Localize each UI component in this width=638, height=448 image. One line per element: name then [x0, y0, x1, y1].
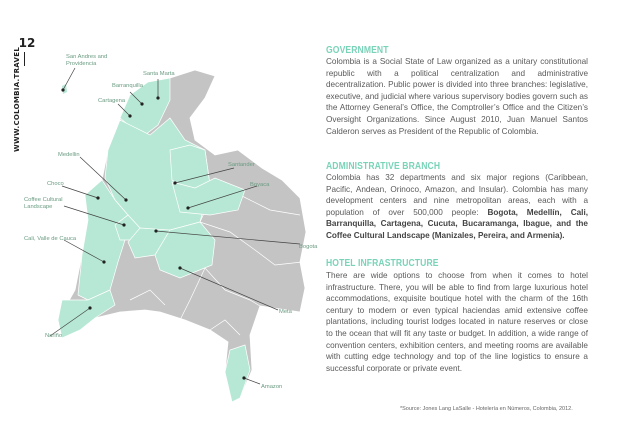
label-medellin: Medellin — [58, 152, 80, 158]
label-santa-marta: Santa Marta — [143, 71, 175, 77]
label-bogota: Bogota — [299, 244, 318, 250]
label-boyaca: Boyaca — [250, 182, 270, 188]
source-footnote: *Source: Jones Lang LaSalle - Hotelería en Números, Colombia, 2012. — [400, 406, 573, 412]
paragraph-government: Colombia is a Social State of Law organized as a unitary constitutional republic with a political centralization and administrative decentralization. Public power is divided into three branches: legislative, executive, and judicial where various supervisory bodies govern such as the Attorney General’s Office, the Comptroller’s Office and the Citizen’s Oversight Organizations. Since August 2010, Juan Manuel Santos Calderon serves as President of the Republic of Colombia. — [326, 57, 588, 136]
label-cali: Cali, Valle de Cauca — [24, 236, 77, 242]
admin-text-plain: Colombia has 32 departments and six major regions (Caribbean, Pacific, Andean, Orinoco, Amazon, and Insular). Colombia has many development centers and nine metropolitan areas, each with a population of over 500,000 people: — [326, 173, 588, 217]
label-san-andres: San Andres and Providencia — [66, 54, 108, 67]
page-number: 12 — [18, 36, 36, 50]
website-vertical-text: WWW.COLOMBIA.TRAVEL — [13, 46, 21, 152]
admin-text-bold: Bogota, Medellín, Cali, Barranquilla, Cartagena, Cucuta, Bucaramanga, Ibague, and the Coffee Cultural Landscape (Manizales, Pereira, and Armenia). — [326, 207, 588, 240]
label-barranquilla: Barranquilla — [112, 83, 143, 89]
label-santander: Santander — [228, 162, 255, 168]
label-choco: Choco — [47, 181, 64, 187]
paragraph-hotel-infrastructure: There are wide options to choose from when it comes to hotel infrastructure. There, you will be able to find from large luxurious hotel accommodations, exquisite boutique hotel with the charm of the 16th century to modern or even typical haciendas amid extensive coffee plantations, including tourist lodges located in nature reserves or close to the ocean that will fit any taste or budget. In addition, a wide range of convention centers, exhibition centers, and meeting rooms are available with cutting edge technology and top of the line logistics to ensure a successful corporate or private event. — [326, 271, 588, 373]
heading-hotel-infrastructure: HOTEL INFRASTRUCTURE — [326, 257, 439, 269]
paragraph-administrative-branch — [326, 172, 588, 242]
label-meta: Meta — [279, 309, 292, 315]
heading-administrative-branch: ADMINISTRATIVE BRANCH — [326, 160, 441, 172]
label-narino: Nariño — [45, 333, 63, 339]
heading-government: GOVERNMENT — [326, 44, 389, 56]
label-cartagena: Cartagena — [98, 98, 126, 104]
label-amazon: Amazon — [261, 384, 283, 390]
label-coffee-cultural-landscape: Coffee Cultural Landscape — [24, 197, 63, 210]
